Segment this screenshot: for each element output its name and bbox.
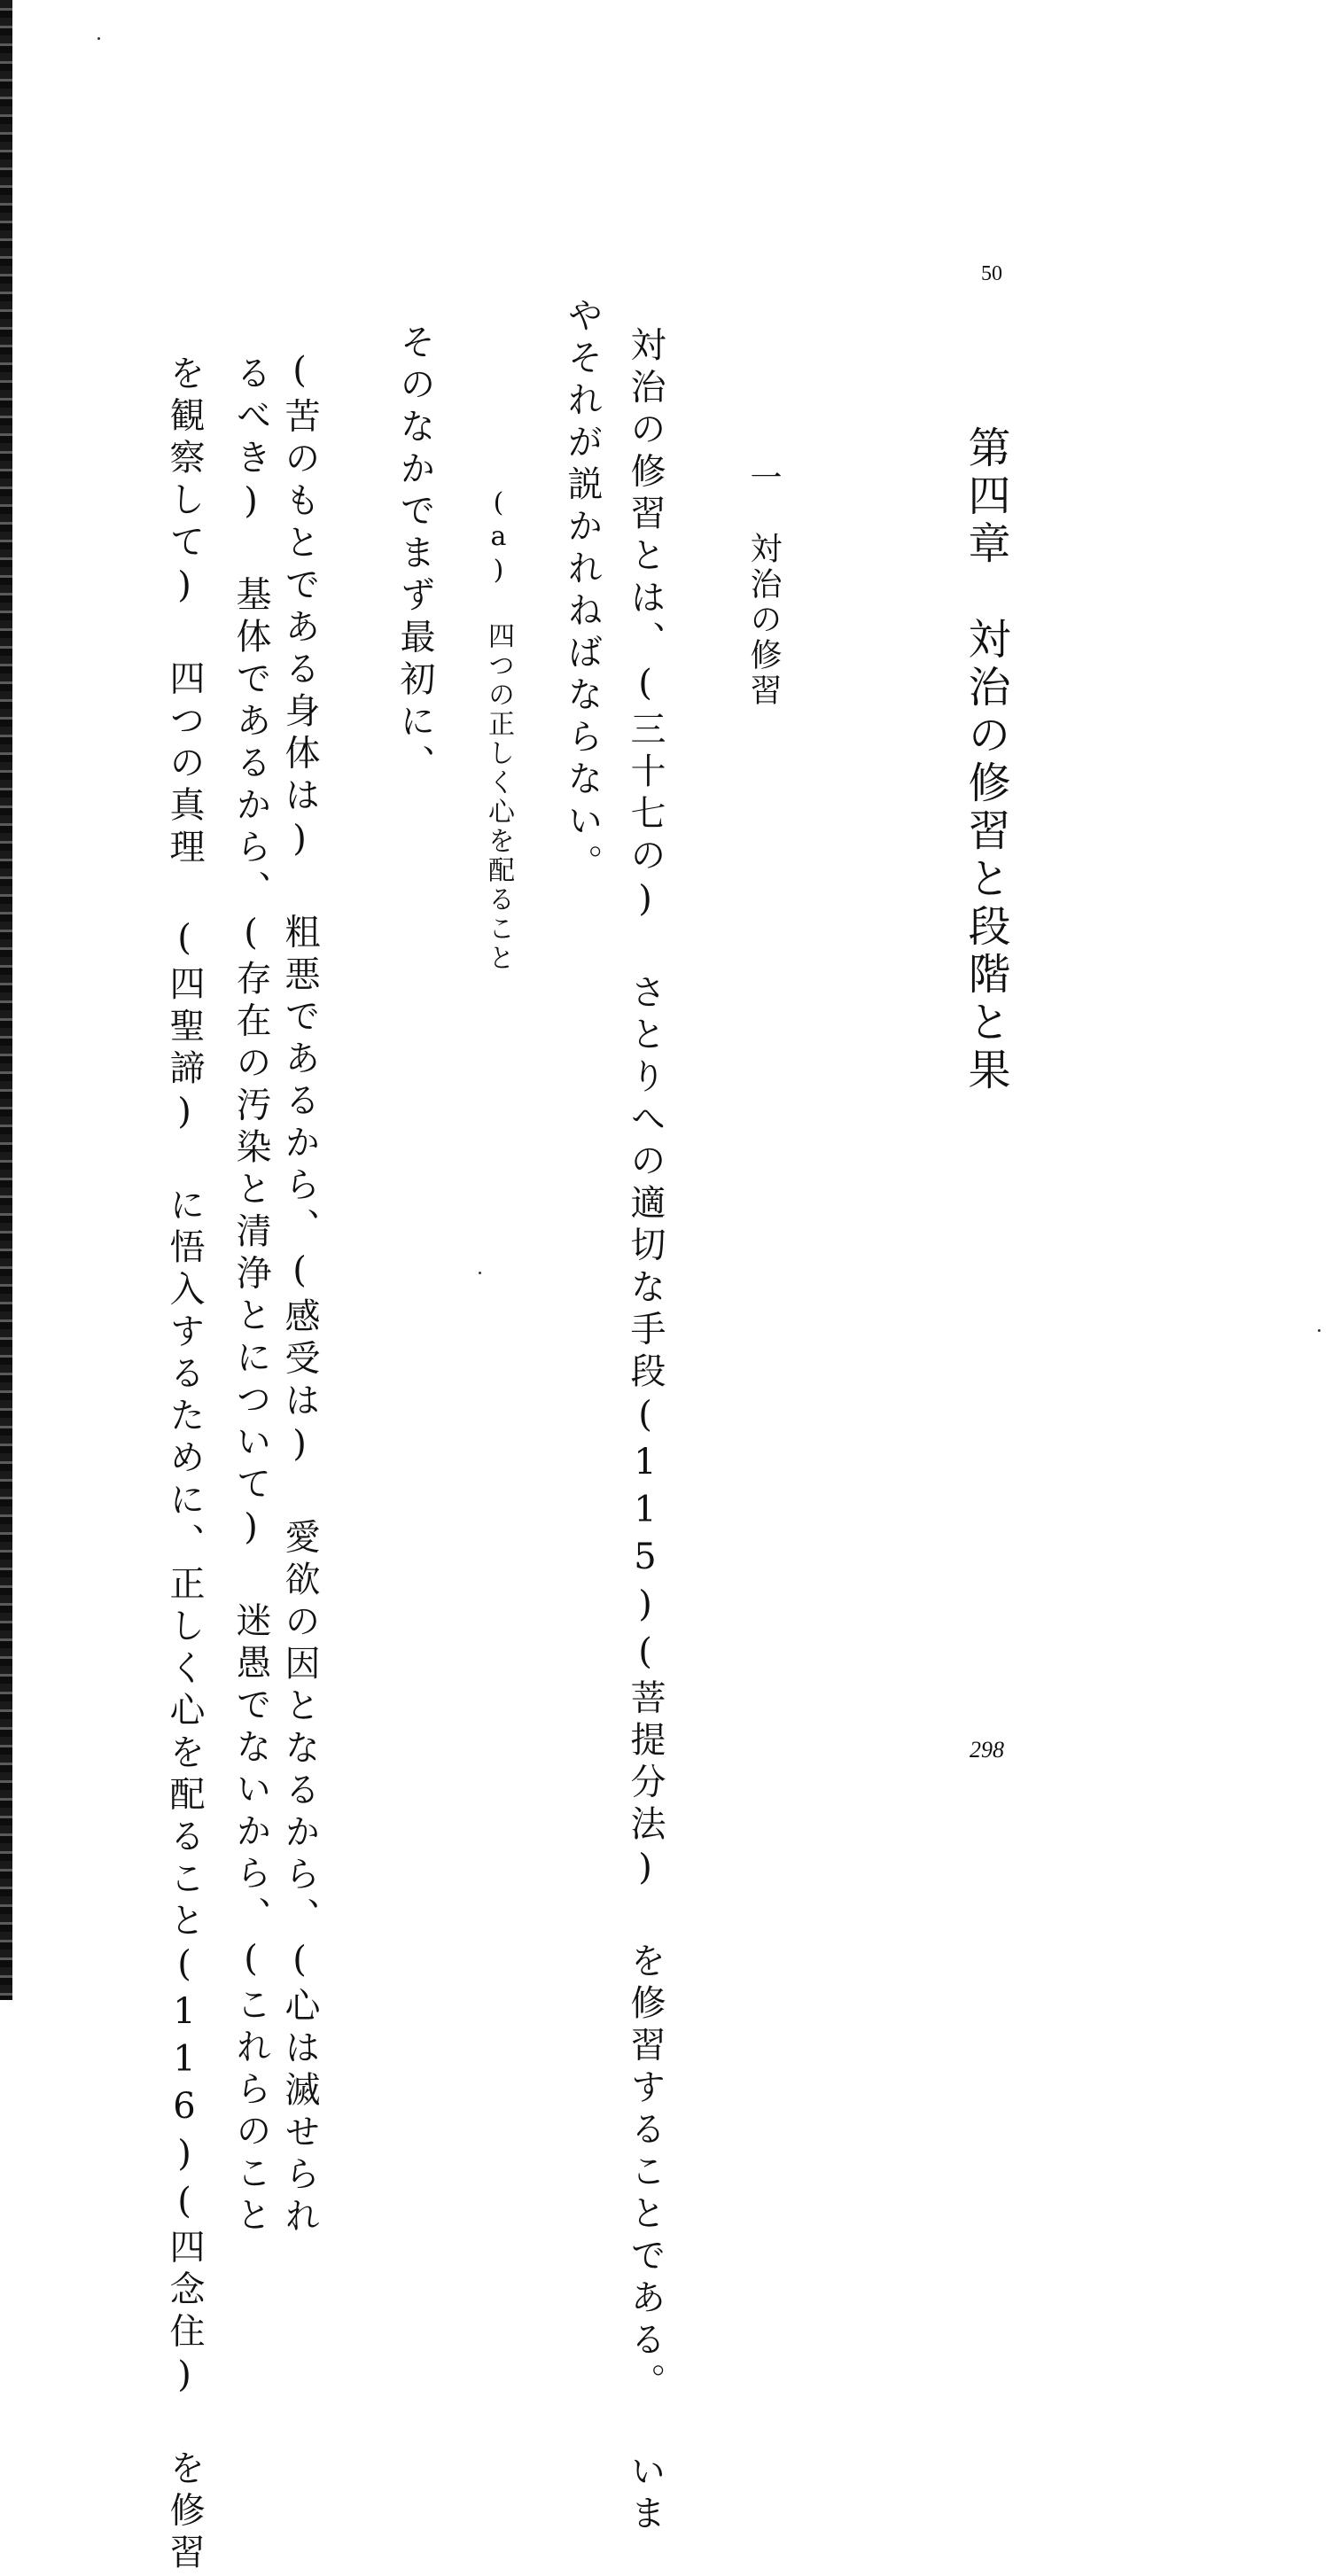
scan-speck [479, 1272, 481, 1274]
scan-speck [1318, 1329, 1321, 1332]
section-title: 一 対治の修習 [745, 461, 782, 709]
scan-speck [97, 37, 100, 40]
book-spine-edge [0, 0, 12, 2000]
subsection-title: (a) 四つの正しく心を配ること [483, 487, 514, 973]
chapter-title: 第四章 対治の修習と段階と果 [961, 425, 1010, 1095]
paragraph-1-line-2: やそれが説かれねばならない。 [562, 297, 603, 886]
paragraph-2-line-4: を観察して) 四つの真理 (四聖諦) に悟入するために、正しく心を配ること(116)(四念住) を修習 [164, 354, 205, 2576]
paragraph-1-line-1: 対治の修習とは、(三十七の) さとりへの適切な手段(115)(菩提分法) を修習することである。 いま [625, 326, 666, 2537]
paragraph-2-line-3: るべき) 基体であるから、(存在の汚染と清浄とについて) 迷愚でないから、(これらのこと [230, 354, 271, 2238]
paragraph-2-line-1: そのなかでまず最初に、 [394, 323, 435, 787]
folio-number: 298 [970, 1737, 1004, 1763]
paragraph-2-line-2: (苦のもとである身体は) 粗悪であるから、(感受は) 愛欲の因となるから、(心は滅せられ [279, 350, 320, 2239]
page-number: 50 [981, 262, 1002, 285]
